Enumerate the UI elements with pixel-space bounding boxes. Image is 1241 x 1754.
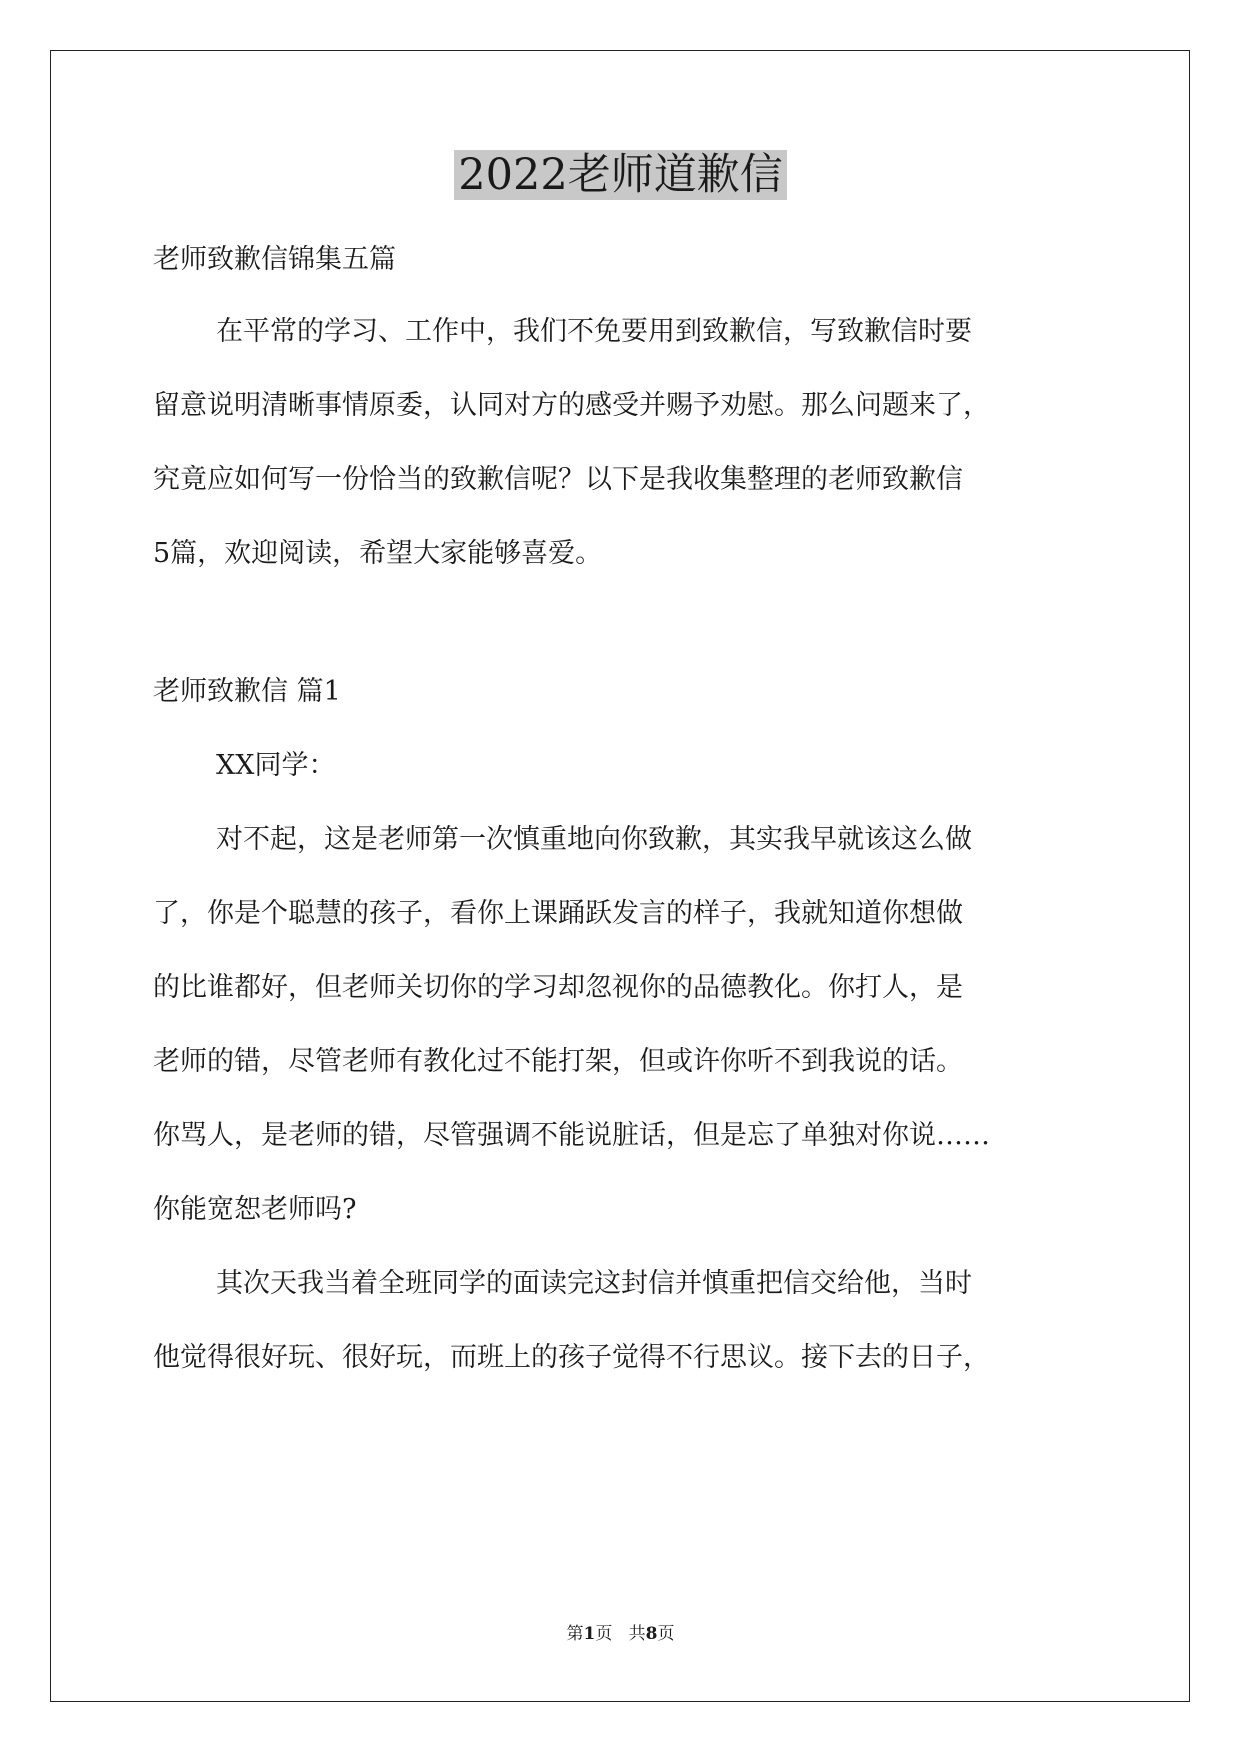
section-heading: 老师致歉信 篇1 <box>153 676 341 707</box>
intro-line: 在平常的学习、工作中，我们不免要用到致歉信，写致歉信时要 <box>216 316 972 347</box>
title-highlight: 2022老师道歉信 <box>454 150 786 200</box>
subtitle: 老师致歉信锦集五篇 <box>153 244 396 275</box>
body-line: 其次天我当着全班同学的面读完这封信并慎重把信交给他，当时 <box>216 1268 972 1299</box>
body-line: 的比谁都好，但老师关切你的学习却忽视你的品德教化。你打人，是 <box>153 972 963 1003</box>
page-border <box>50 50 1190 1702</box>
footer-total-prefix: 共 <box>628 1624 646 1644</box>
document-title <box>0 145 1241 205</box>
footer-page-suffix: 页 <box>595 1624 613 1644</box>
current-page-number: 1 <box>583 1624 596 1644</box>
body-line: 了，你是个聪慧的孩子，看你上课踊跃发言的样子，我就知道你想做 <box>153 898 963 929</box>
body-line: 他觉得很好玩、很好玩，而班上的孩子觉得不行思议。接下去的日子， <box>153 1342 990 1373</box>
salutation: XX同学： <box>216 750 336 781</box>
body-line: 对不起，这是老师第一次慎重地向你致歉，其实我早就该这么做 <box>216 824 972 855</box>
body-line: 你骂人，是老师的错，尽管强调不能说脏话，但是忘了单独对你说…… <box>153 1120 990 1151</box>
intro-line: 5篇，欢迎阅读，希望大家能够喜爱。 <box>153 538 603 569</box>
intro-line: 留意说明清晰事情原委，认同对方的感受并赐予劝慰。那么问题来了， <box>153 390 990 421</box>
body-line: 老师的错，尽管老师有教化过不能打架，但或许你听不到我说的话。 <box>153 1046 963 1077</box>
body-line: 你能宽恕老师吗? <box>153 1194 357 1225</box>
footer-total-suffix: 页 <box>657 1624 675 1644</box>
total-pages-number: 8 <box>645 1624 658 1644</box>
footer-prefix: 第 <box>566 1624 584 1644</box>
intro-line: 究竟应如何写一份恰当的致歉信呢？以下是我收集整理的老师致歉信 <box>153 464 963 495</box>
page-footer <box>0 1622 1241 1646</box>
